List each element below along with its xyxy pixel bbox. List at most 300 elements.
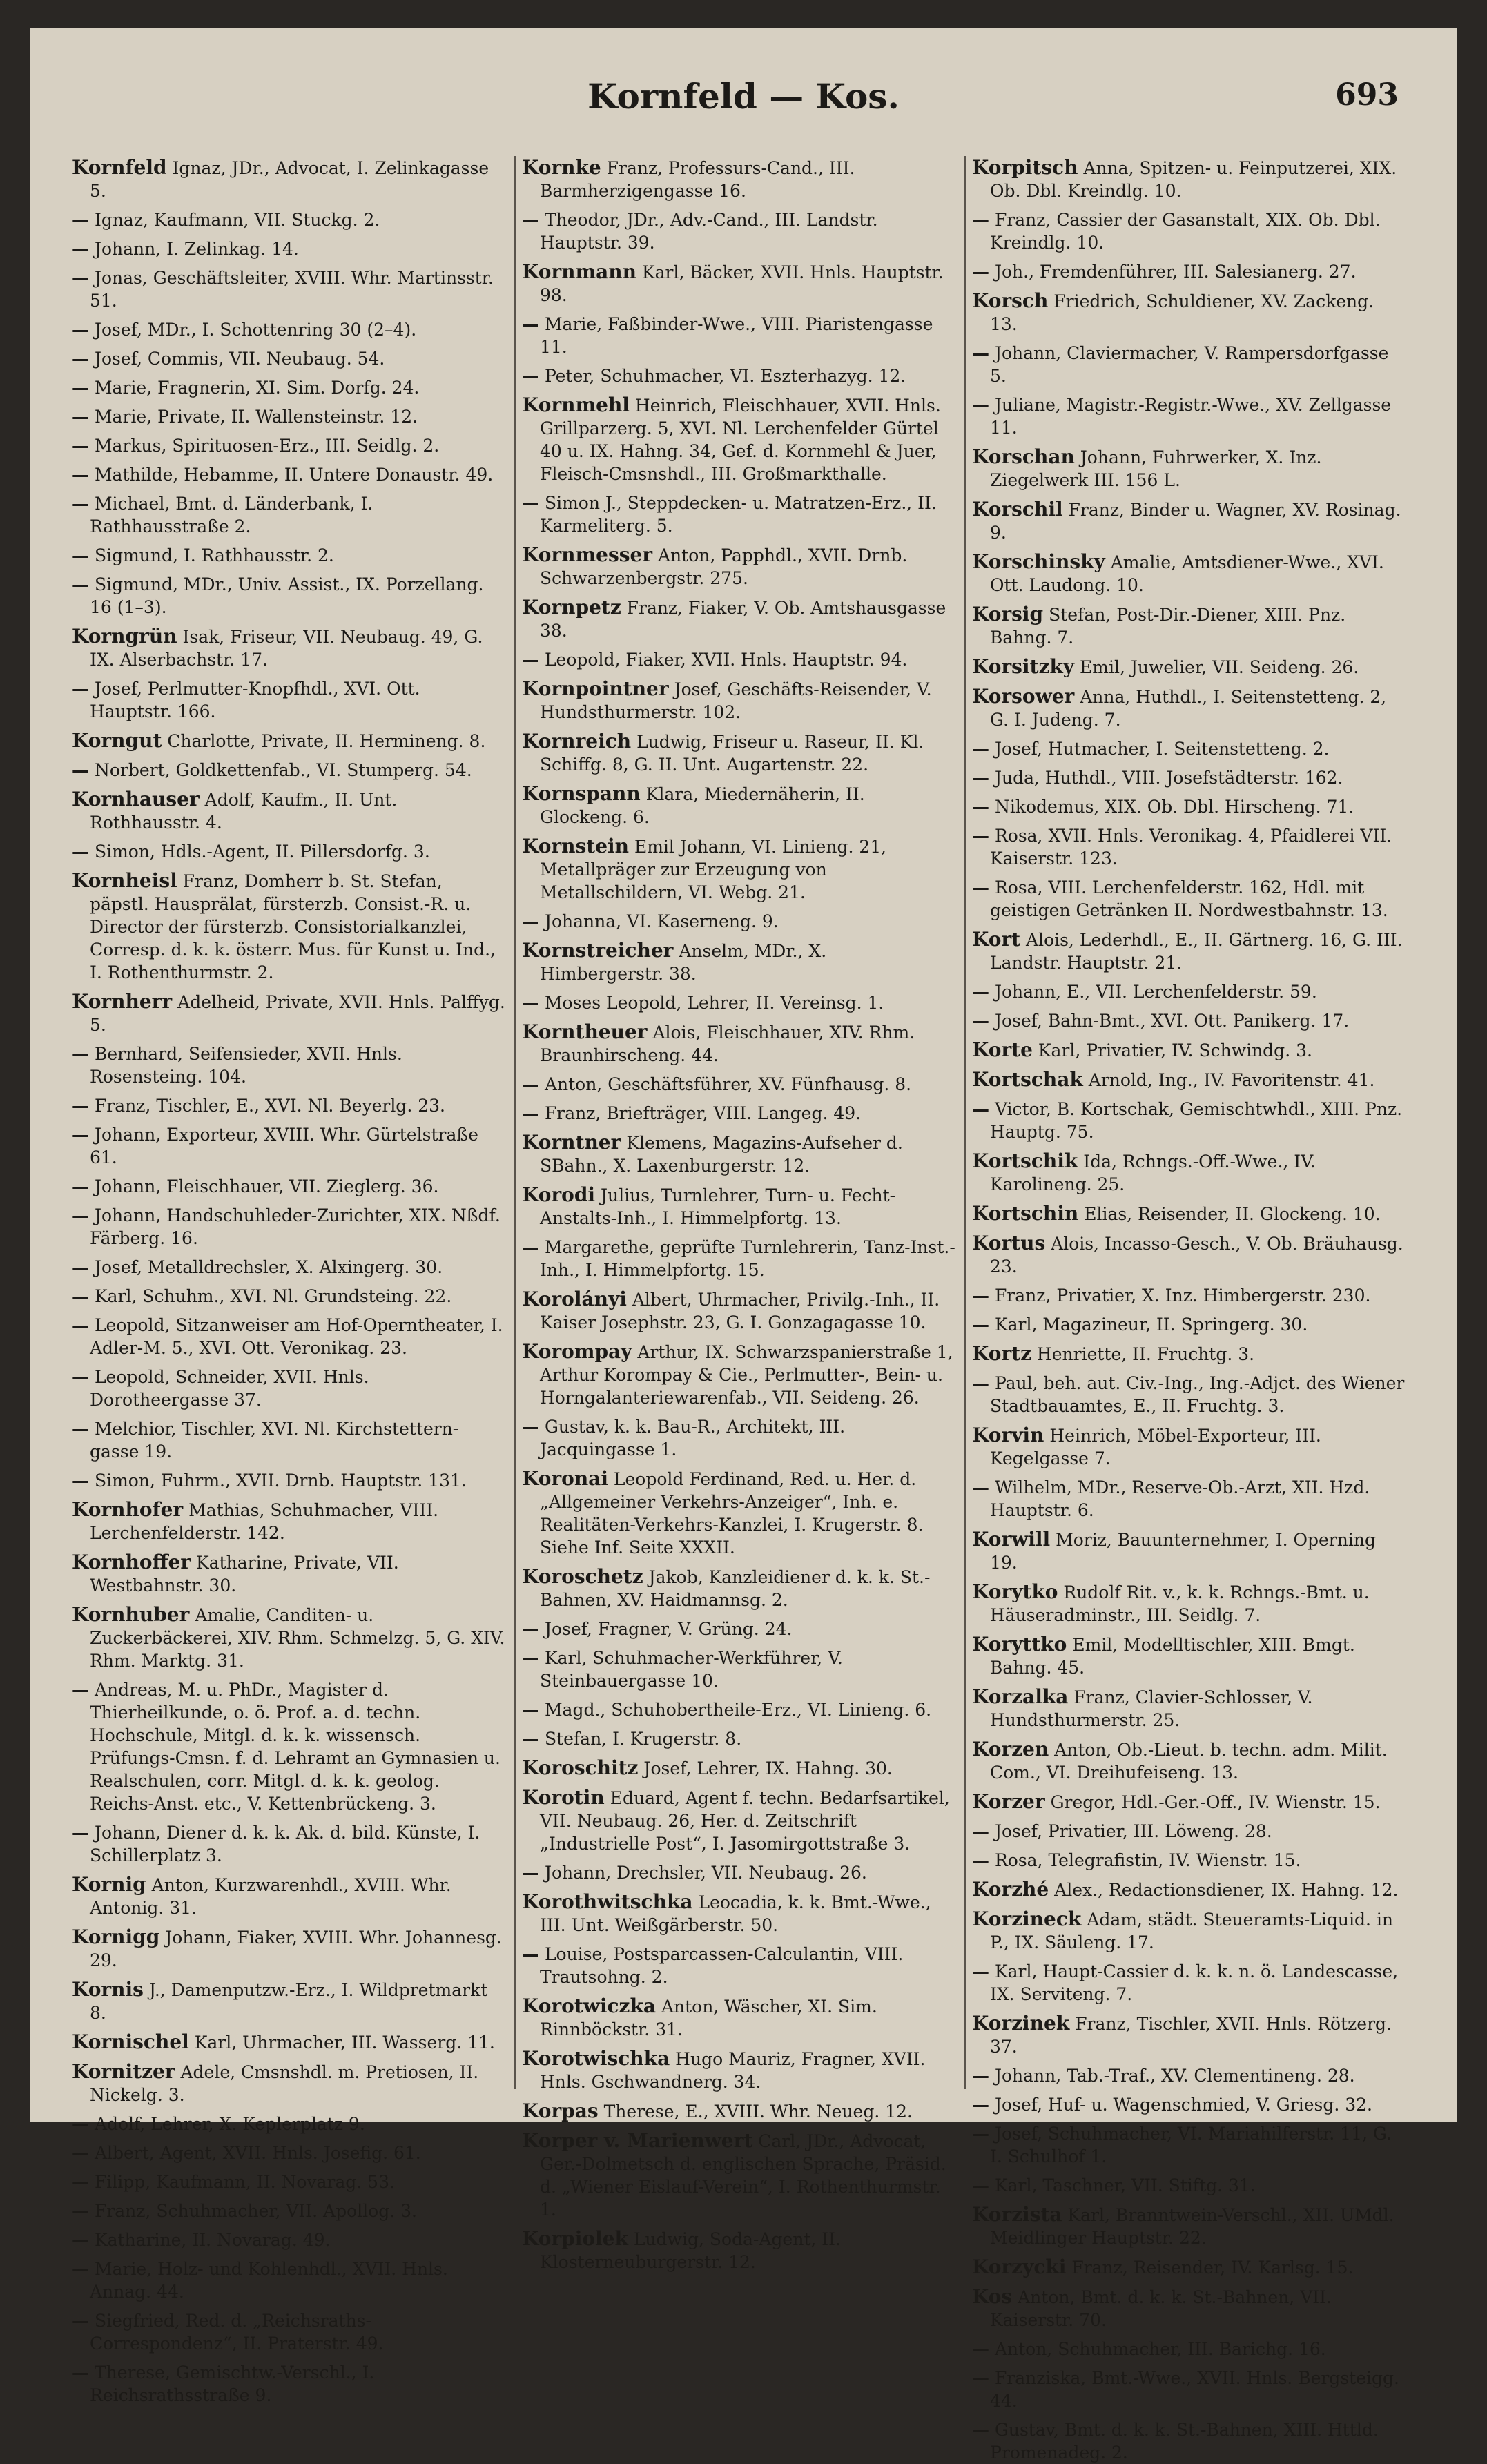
entry-details: Charlotte, Private, II. Hermineng. 8. [162, 731, 486, 751]
entry-surname: Korotin [522, 1786, 605, 1809]
entry-surname: Kornspann [522, 782, 641, 805]
entry-details: Anton, Papphdl., XVII. Drnb. Schwarzenbergstr. 275. [540, 545, 908, 588]
entry-details: Klara, Miedernäherin, II. Glockeng. 6. [540, 784, 865, 827]
entry-surname: — [72, 574, 89, 594]
entry-details: Therese, E., XVIII. Whr. Neueg. 12. [598, 2102, 913, 2122]
entry-surname: Kornischel [72, 2030, 189, 2053]
column-divider [964, 156, 966, 2089]
entry-surname: — [72, 1367, 89, 1387]
entry-details: Margarethe, geprüfte Turnlehrerin, Tanz-Inst.-Inh., I. Himmelpfortg. 15. [539, 1237, 955, 1280]
entry-details: Louise, Postsparcassen-Calculantin, VIII. Trautsohng. 2. [539, 1944, 904, 1987]
directory-entry [522, 492, 955, 537]
entry-surname: Korpitsch [972, 156, 1078, 179]
entry-surname: — [522, 1619, 539, 1639]
entry-details: Paul, beh. aut. Civ.-Ing., Ing.-Adjct. des Wiener Stadtbauamtes, E., II. Fruchtg. 3. [989, 1373, 1405, 1416]
entry-surname: Kornitzer [72, 2060, 175, 2083]
entry-surname: Kornpointner [522, 677, 669, 700]
directory-entry [972, 2338, 1406, 2360]
entry-surname: — [972, 2066, 989, 2086]
entry-surname: — [72, 1471, 89, 1491]
entry-surname: Korschinsky [972, 550, 1105, 573]
directory-entry [972, 2367, 1406, 2412]
entry-details: Stefan, I. Krugerstr. 8. [539, 1729, 742, 1749]
directory-entry [72, 1551, 505, 1597]
entry-surname: — [72, 268, 89, 288]
entry-details: Franz, Schuhmacher, VII. Apollog. 3. [89, 2201, 417, 2221]
entry-details: Karl, Haupt-Cassier d. k. k. n. ö. Landescasse, IX. Serviteng. 7. [989, 1961, 1399, 2004]
directory-entry [72, 2113, 505, 2135]
entry-details: Nikodemus, XIX. Ob. Dbl. Hirscheng. 71. [989, 797, 1354, 817]
entry-details: Emil Johann, VI. Linieng. 21, Metallpräger zur Erzeugung von Metallschildern, VI. Webg. 21. [540, 837, 887, 902]
directory-entry [72, 1204, 505, 1250]
directory-entry [522, 2047, 955, 2093]
entry-details: Jonas, Geschäftsleiter, XVIII. Whr. Martinsstr. 51. [89, 268, 494, 311]
entry-surname: — [72, 2259, 89, 2279]
entry-surname: Kortschak [972, 1068, 1083, 1091]
directory-page [30, 28, 1457, 2463]
entry-surname: — [72, 320, 89, 340]
entry-details: Josef, Fragner, V. Grüng. 24. [539, 1619, 793, 1639]
entry-details: Albert, Agent, XVII. Hnls. Josefig. 61. [89, 2143, 421, 2163]
entry-details: Adele, Cmsnshdl. m. Pretiosen, II. Nickelg. 3. [90, 2062, 479, 2105]
entry-details: Simon, Fuhrm., XVII. Drnb. Hauptstr. 131. [89, 1471, 467, 1491]
entry-details: Juliane, Magistr.-Registr.-Wwe., XV. Zellgasse 11. [989, 395, 1392, 438]
directory-entry [972, 1202, 1406, 1225]
entry-surname: — [72, 1286, 89, 1306]
entry-details: Josef, Metalldrechsler, X. Alxingerg. 30. [89, 1257, 443, 1277]
entry-details: Johann, Fiaker, XVIII. Whr. Johannesg. 29. [90, 1928, 502, 1970]
directory-entry [522, 1943, 955, 1988]
entry-details: Ludwig, Friseur u. Raseur, II. Kl. Schiffg. 8, G. II. Unt. Augartenstr. 22. [540, 732, 924, 775]
directory-entry [972, 1232, 1406, 1278]
entry-surname: — [72, 842, 89, 862]
entry-surname: Korzycki [972, 2256, 1067, 2278]
directory-entry [972, 1633, 1406, 1679]
directory-entry [972, 1342, 1406, 1366]
directory-entry [972, 928, 1406, 974]
entry-surname: Kornigg [72, 1925, 160, 1948]
entry-details: Isak, Friseur, VII. Neubaug. 49, G. IX. Alserbachstr. 17. [90, 627, 483, 670]
entry-details: Anton, Schuhmacher, III. Barichg. 16. [989, 2339, 1326, 2359]
entry-details: Johann, Fuhrwerker, X. Inz. Ziegelwerk III. 156 L. [990, 447, 1322, 490]
directory-entry [72, 2361, 505, 2407]
entry-surname: Korzen [972, 1738, 1049, 1760]
directory-entry [72, 237, 505, 260]
entry-details: Marie, Faßbinder-Wwe., VIII. Piaristengasse 11. [539, 314, 933, 357]
entry-surname: — [72, 2363, 89, 2383]
directory-entry [522, 910, 955, 933]
entry-surname: Korvin [972, 1424, 1044, 1446]
entry-surname: — [72, 1044, 89, 1064]
entry-details: Jakob, Kanzleidiener d. k. k. St.-Bahnen, XV. Haidmannsg. 2. [540, 1567, 931, 1610]
entry-surname: — [972, 2095, 989, 2115]
directory-entry [72, 347, 505, 370]
entry-details: Sigmund, I. Rathhausstr. 2. [89, 545, 334, 565]
directory-entry [72, 625, 505, 671]
entry-surname: Kornhoffer [72, 1551, 191, 1573]
directory-entry [72, 492, 505, 538]
entry-details: Michael, Bmt. d. Länderbank, I. Rathhausstraße 2. [89, 494, 373, 536]
directory-entry [972, 2285, 1406, 2331]
directory-entry [972, 655, 1406, 679]
entry-details: Leopold, Sitzanweiser am Hof-Operntheater, I. Adler-M. 5., XVI. Ott. Veronikag. 23. [89, 1315, 503, 1358]
entry-details: Karl, Schuhm., XVI. Nl. Grundsteing. 22. [89, 1286, 452, 1306]
directory-entry [972, 1009, 1406, 1032]
entry-surname: — [72, 436, 89, 456]
entry-details: Josef, Commis, VII. Neubaug. 54. [89, 349, 385, 369]
entry-details: Heinrich, Möbel-Exporteur, III. Kegelgasse 7. [990, 1426, 1321, 1468]
directory-entry [972, 1960, 1406, 2006]
directory-entry [972, 289, 1406, 336]
directory-entry [72, 1873, 505, 1919]
entry-surname: — [72, 465, 89, 485]
entry-details: Franz, Tischler, E., XVI. Nl. Beyerlg. 23. [89, 1096, 445, 1116]
directory-entry [72, 156, 505, 202]
entry-surname: — [522, 1944, 539, 1964]
directory-entry [522, 365, 955, 387]
entry-surname: — [972, 739, 989, 759]
entry-surname: Kornhofer [72, 1498, 184, 1521]
entry-details: Josef, Lehrer, IX. Hahng. 30. [638, 1758, 893, 1778]
entry-details: Franz, Binder u. Wagner, XV. Rosinag. 9. [990, 500, 1401, 543]
entry-details: Alex., Redactionsdiener, IX. Hahng. 12. [1049, 1880, 1399, 1900]
directory-entry [972, 737, 1406, 760]
directory-entry [72, 1978, 505, 2024]
entry-details: Karl, Uhrmacher, III. Wasserg. 11. [188, 2033, 495, 2053]
entry-details: Ludwig, Soda-Agent, II. Klosterneuburgerstr. 12. [540, 2229, 841, 2272]
entry-surname: — [972, 1011, 989, 1031]
entry-surname: — [972, 1315, 989, 1335]
directory-entry [972, 1790, 1406, 1814]
directory-entry [522, 1288, 955, 1334]
entry-surname: Kornstein [522, 835, 630, 857]
entry-details: Marie, Holz- und Kohlenhdl., XVII. Hnls. Annag. 44. [89, 2259, 448, 2302]
entry-surname: — [972, 1099, 989, 1119]
entry-details: Alois, Incasso-Gesch., V. Ob. Bräuhausg. 23. [990, 1234, 1403, 1277]
directory-entry [522, 260, 955, 307]
directory-entry [522, 1618, 955, 1640]
entry-surname: Korzineck [972, 1908, 1082, 1930]
page-title: Kornfeld — Kos. [587, 76, 900, 117]
directory-entry [972, 685, 1406, 731]
directory-entry [522, 596, 955, 642]
entry-details: Karl, Branntwein-Verschl., XII. UMdl. Meidlinger Hauptstr. 22. [990, 2205, 1394, 2248]
entry-details: Josef, MDr., I. Schottenring 30 (2–4). [89, 320, 417, 340]
directory-entry [522, 1073, 955, 1096]
directory-entry [522, 730, 955, 776]
directory-entry [72, 2142, 505, 2164]
directory-entry [522, 1861, 955, 1884]
entry-surname: Kornig [72, 1873, 146, 1896]
entry-details: Rudolf Rit. v., k. k. Rchngs.-Bmt. u. Häuseradminstr., III. Seidlg. 7. [990, 1582, 1370, 1625]
directory-entry [72, 405, 505, 428]
entry-details: Anna, Spitzen- u. Feinputzerei, XIX. Ob. Dbl. Kreindlg. 10. [990, 158, 1397, 201]
entry-surname: Kortz [972, 1342, 1031, 1365]
entry-details: Peter, Schuhmacher, VI. Eszterhazyg. 12. [539, 366, 906, 386]
entry-surname: — [972, 826, 989, 846]
entry-surname: — [972, 1373, 989, 1393]
entry-details: Josef, Privatier, III. Löweng. 28. [989, 1821, 1272, 1841]
entry-surname: — [972, 1961, 989, 1981]
directory-entry [972, 260, 1406, 283]
entry-details: Katharine, II. Novarag. 49. [89, 2230, 331, 2250]
entry-surname: — [72, 1419, 89, 1439]
entry-surname: Kornke [522, 156, 601, 179]
entry-surname: Korotwiczka [522, 1995, 656, 2017]
entry-surname: Korodi [522, 1183, 596, 1206]
entry-details: Arnold, Ing., IV. Favoritenstr. 41. [1082, 1070, 1375, 1090]
directory-entry [72, 1123, 505, 1169]
entry-surname: — [972, 877, 989, 898]
entry-details: Franz, Domherr b. St. Stefan, päpstl. Hausprälat, fürsterzb. Consist.-R. u. Director der fürsterzb. Consistorialkanzlei, Corresp. d. k. k. österr. Mus. für Kunst u. Ind., I. Rothenthurmstr. 2. [90, 871, 496, 982]
directory-entry [972, 1313, 1406, 1336]
directory-entry [522, 1995, 955, 2041]
entry-details: Magd., Schuhobertheile-Erz., VI. Linieng. 6. [539, 1700, 932, 1720]
entry-surname: — [522, 366, 539, 386]
entry-details: Josef, Schuhmacher, VI. Mariahilferstr. 11, G. I. Schulhof 1. [989, 2124, 1392, 2166]
directory-entry [72, 759, 505, 782]
entry-details: Arthur, IX. Schwarzspanierstraße 1, Arthur Korompay & Cie., Perlmutter-, Bein- u. Horngalanteriewarenfab., VII. Seideng. 26. [540, 1342, 953, 1408]
entry-details: Gustav, k. k. Bau-R., Architekt, III. Jacquingasse 1. [539, 1417, 846, 1459]
entry-surname: Korotwischka [522, 2047, 670, 2070]
directory-entry [972, 208, 1406, 254]
directory-entry [522, 1236, 955, 1281]
entry-details: Karl, Schuhmacher-Werkführer, V. Steinbauergasse 10. [539, 1648, 843, 1691]
entry-details: Johann, Handschuhleder-Zurichter, XIX. Nßdf. Färberg. 16. [89, 1205, 500, 1248]
entry-details: Adelheid, Private, XVII. Hnls. Palffyg. 5. [90, 992, 505, 1035]
entry-surname: Korzista [972, 2203, 1062, 2226]
directory-entry [522, 1183, 955, 1230]
entry-surname: — [972, 395, 989, 415]
entry-surname: Korpiolek [522, 2227, 628, 2250]
directory-entry [72, 869, 505, 984]
directory-entry [522, 543, 955, 590]
entry-details: Johann, Fleischhauer, VII. Zieglerg. 36. [89, 1176, 439, 1196]
entry-details: Karl, Privatier, IV. Schwindg. 3. [1032, 1040, 1312, 1060]
directory-entry [972, 2174, 1406, 2197]
entry-surname: Korzer [972, 1790, 1045, 1813]
entry-surname: Kos [972, 2285, 1013, 2308]
entry-surname: — [72, 1680, 89, 1700]
directory-entry [972, 1849, 1406, 1872]
entry-surname: — [72, 494, 89, 514]
directory-entry [72, 1094, 505, 1117]
entry-surname: — [522, 493, 539, 513]
entry-surname: Korntner [522, 1131, 621, 1154]
directory-entry [72, 1925, 505, 1972]
directory-entry [972, 1878, 1406, 1901]
entry-details: Rosa, Telegrafistin, IV. Wienstr. 15. [989, 1850, 1301, 1870]
entry-surname: — [972, 2124, 989, 2144]
entry-details: Ignaz, JDr., Advocat, I. Zelinkagasse 5. [90, 158, 489, 201]
entry-surname: — [522, 1729, 539, 1749]
directory-entry [972, 1424, 1406, 1470]
entry-surname: — [72, 1176, 89, 1196]
entry-surname: Kort [972, 928, 1021, 951]
entry-details: Sigmund, MDr., Univ. Assist., IX. Porzellang. 16 (1–3). [89, 574, 484, 617]
entry-details: Josef, Perlmutter-Knopfhdl., XVI. Ott. Hauptstr. 166. [89, 679, 420, 721]
entry-details: Victor, B. Kortschak, Gemischtwhdl., XIII. Pnz. Hauptg. 75. [989, 1099, 1403, 1142]
entry-surname: Korytko [972, 1580, 1058, 1603]
directory-entry [72, 463, 505, 486]
directory-entry [972, 1149, 1406, 1196]
directory-entry [972, 603, 1406, 649]
entry-surname: — [972, 2175, 989, 2195]
entry-details: Moses Leopold, Lehrer, II. Vereinsg. 1. [539, 993, 884, 1013]
entry-details: Friedrich, Schuldiener, XV. Zackeng. 13. [990, 291, 1374, 334]
entry-surname: Korsch [972, 289, 1049, 312]
entry-surname: Korper v. Marienwert [522, 2129, 753, 2152]
entry-surname: — [72, 1257, 89, 1277]
directory-entry [72, 788, 505, 834]
directory-entry [522, 2227, 955, 2273]
entry-surname: Korothwitschka [522, 1890, 693, 1913]
entry-surname: — [972, 1821, 989, 1841]
entry-details: Leocadia, k. k. Bmt.-Wwe., III. Unt. Weißgärberstr. 50. [540, 1892, 931, 1935]
entry-surname: — [522, 911, 539, 931]
entry-surname: — [522, 1417, 539, 1437]
entry-details: Franziska, Bmt.-Wwe., XVII. Hnls. Bergsteigg. 44. [989, 2368, 1399, 2411]
directory-entry [972, 1098, 1406, 1143]
entry-surname: Korpas [522, 2099, 599, 2122]
directory-entry [972, 1528, 1406, 1574]
entry-details: Johann, Diener d. k. k. Ak. d. bild. Künste, I. Schillerplatz 3. [89, 1823, 480, 1865]
directory-entry [972, 1685, 1406, 1731]
directory-entry [72, 318, 505, 341]
entry-surname: — [72, 1125, 89, 1145]
entry-details: Johann, Exporteur, XVIII. Whr. Gürtelstraße 61. [89, 1125, 478, 1167]
entry-details: Anton, Ob.-Lieut. b. techn. adm. Milit. Com., VI. Dreihufeiseng. 13. [990, 1740, 1388, 1783]
directory-entry [72, 2200, 505, 2222]
entry-details: Franz, Fiaker, V. Ob. Amtshausgasse 38. [540, 598, 946, 641]
entry-surname: — [72, 239, 89, 259]
directory-entry [522, 782, 955, 828]
entry-surname: Kornis [72, 1978, 144, 2001]
directory-entry [522, 835, 955, 904]
directory-entry [72, 2309, 505, 2355]
directory-entry [972, 1908, 1406, 1954]
entry-details: Adolf, Lehrer, X. Keplerplatz 9. [89, 2114, 365, 2134]
entry-details: Heinrich, Fleischhauer, XVII. Hnls. Grillparzerg. 5, XVI. Nl. Lerchenfelder Gürtel 40 u. IX. Hahng. 34, Gef. d. Kornmehl & Juer, Fleisch-Cmsnshdl., III. Großmarkthalle. [540, 396, 941, 484]
entry-details: Klemens, Magazins-Aufseher d. SBahn., X. Laxenburgerstr. 12. [540, 1133, 903, 1176]
entry-surname: — [72, 210, 89, 230]
entry-details: Anna, Huthdl., I. Seitenstetteng. 2, G. I. Judeng. 7. [990, 687, 1387, 730]
directory-entry [72, 2229, 505, 2251]
directory-entry [522, 1647, 955, 1692]
entry-surname: Kornstreicher [522, 939, 674, 962]
entry-surname: Kornherr [72, 990, 173, 1013]
entry-surname: — [972, 2420, 989, 2440]
entry-surname: — [72, 2201, 89, 2221]
entry-details: Markus, Spirituosen-Erz., III. Seidlg. 2. [89, 436, 440, 456]
entry-details: Marie, Private, II. Wallensteinstr. 12. [89, 407, 418, 427]
entry-surname: Korsower [972, 685, 1075, 708]
entry-details: Leopold, Schneider, XVII. Hnls. Dorotheergasse 37. [89, 1367, 369, 1410]
entry-surname: Kornmann [522, 260, 636, 283]
directory-entry [72, 1821, 505, 1867]
entry-details: Albert, Uhrmacher, Privilg.-Inh., II. Kaiser Josephstr. 23, G. I. Gonzagagasse 10. [540, 1290, 940, 1332]
entry-details: Ignaz, Kaufmann, VII. Stuckg. 2. [89, 210, 380, 230]
entry-surname: — [972, 343, 989, 363]
entry-surname: — [72, 1205, 89, 1225]
entry-surname: Korntheuer [522, 1020, 648, 1043]
directory-entry [72, 1603, 505, 1672]
entry-surname: Kornfeld [72, 156, 167, 179]
entry-surname: — [72, 545, 89, 565]
directory-entry [72, 1417, 505, 1463]
directory-entry [522, 939, 955, 985]
entry-details: Norbert, Goldkettenfab., VI. Stumperg. 54. [89, 760, 472, 780]
entry-details: Emil, Juwelier, VII. Seideng. 26. [1074, 657, 1359, 677]
entry-surname: Korschan [972, 445, 1075, 468]
entry-details: Siegfried, Red. d. „Reichsraths-Correspondenz“, II. Praterstr. 49. [89, 2311, 384, 2354]
entry-surname: — [972, 1477, 989, 1497]
entry-surname: Korwill [972, 1528, 1051, 1551]
page-number: 693 [1335, 77, 1399, 113]
directory-entry [72, 2060, 505, 2106]
directory-entry [72, 2030, 505, 2054]
entry-surname: Kortschik [972, 1149, 1078, 1172]
directory-entry [72, 544, 505, 567]
entry-details: Franz, Cassier der Gasanstalt, XIX. Ob. Dbl. Kreindlg. 10. [989, 210, 1381, 253]
entry-surname: — [72, 407, 89, 427]
entry-details: Johann, Tab.-Traf., XV. Clementineng. 28. [989, 2066, 1355, 2086]
entry-details: Katharine, Private, VII. Westbahnstr. 30. [90, 1553, 399, 1595]
entry-surname: Kornpetz [522, 596, 621, 619]
entry-surname: Korngut [72, 729, 162, 752]
directory-entry [522, 1698, 955, 1721]
entry-details: Josef, Bahn-Bmt., XVI. Ott. Panikerg. 17. [989, 1011, 1350, 1031]
entry-surname: — [72, 1096, 89, 1116]
entry-surname: Korzalka [972, 1685, 1069, 1708]
entry-details: Hugo Mauriz, Fragner, XVII. Hnls. Gschwandnerg. 34. [540, 2049, 926, 2092]
entry-details: Melchior, Tischler, XVI. Nl. Kirchstettern-gasse 19. [89, 1419, 459, 1462]
entry-surname: — [972, 210, 989, 230]
directory-entry [972, 1284, 1406, 1307]
entry-surname: Korzhé [972, 1878, 1049, 1901]
entry-surname: Korsitzky [972, 655, 1075, 678]
directory-entry [972, 2122, 1406, 2168]
entry-details: Johann, Drechsler, VII. Neubaug. 26. [539, 1863, 867, 1883]
entry-surname: — [972, 262, 989, 282]
entry-surname: — [72, 2143, 89, 2163]
directory-entry [972, 2012, 1406, 2058]
directory-entry [522, 208, 955, 254]
entry-surname: Kornmesser [522, 543, 653, 566]
directory-entry [972, 156, 1406, 202]
directory-entry [522, 991, 955, 1014]
entry-details: Franz, Clavier-Schlosser, V. Hundsthurmerstr. 25. [990, 1687, 1313, 1730]
entry-details: J., Damenputzw.-Erz., I. Wildpretmarkt 8. [90, 1980, 488, 2023]
directory-entry [522, 677, 955, 724]
entry-details: Franz, Briefträger, VIII. Langeg. 49. [539, 1103, 862, 1123]
entry-surname: — [72, 1823, 89, 1843]
directory-entry [972, 1372, 1406, 1417]
directory-entry [972, 1038, 1406, 1062]
column-1 [72, 156, 505, 2405]
entry-details: Marie, Fragnerin, XI. Sim. Dorfg. 24. [89, 378, 420, 398]
entry-surname: — [72, 349, 89, 369]
entry-details: Elias, Reisender, II. Glockeng. 10. [1078, 1204, 1381, 1224]
entry-surname: — [972, 768, 989, 788]
directory-entry [522, 313, 955, 358]
entry-surname: — [522, 1074, 539, 1094]
entry-details: Adolf, Kaufm., II. Unt. Rothhausstr. 4. [90, 790, 398, 833]
directory-entry [522, 1727, 955, 1750]
directory-entry [522, 1890, 955, 1937]
directory-entry [72, 729, 505, 753]
entry-details: Mathilde, Hebamme, II. Untere Donaustr. 49. [89, 465, 494, 485]
